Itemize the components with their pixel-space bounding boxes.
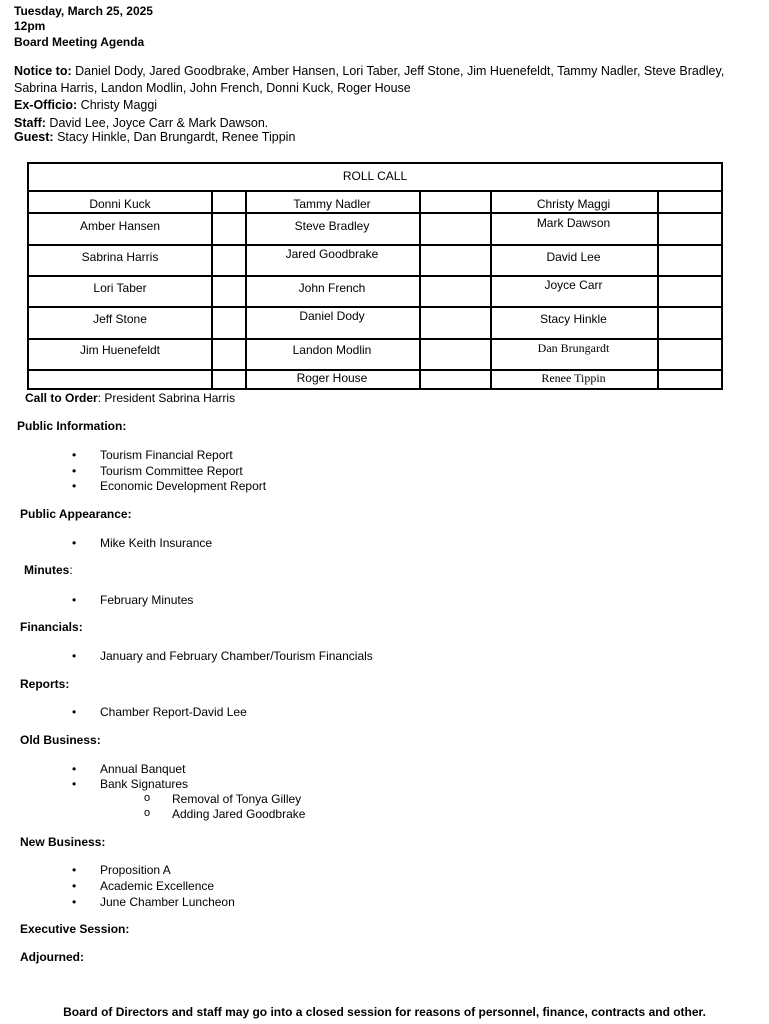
table-divider xyxy=(29,338,721,340)
section-title: Adjourned: xyxy=(20,950,84,964)
call-to-order-label: Call to Order xyxy=(25,391,98,405)
list-item-label: Tourism Committee Report xyxy=(100,464,243,478)
staff-line xyxy=(14,116,268,130)
sub-list-item xyxy=(144,807,306,821)
call-to-order xyxy=(25,391,235,405)
list-item xyxy=(72,777,189,791)
list-item-label: Adding Jared Goodbrake xyxy=(172,807,306,821)
table-divider xyxy=(29,244,721,246)
exofficio-value: Christy Maggi xyxy=(77,98,158,112)
exofficio-label: Ex-Officio: xyxy=(14,98,78,112)
section-title: Old Business: xyxy=(20,733,101,747)
bullet-icon: • xyxy=(72,448,77,462)
roll-name: Landon Modlin xyxy=(292,343,372,357)
table-divider xyxy=(657,192,659,388)
table-divider xyxy=(211,192,213,388)
roll-name: Joyce Carr xyxy=(544,278,603,292)
roll-call-table xyxy=(27,162,723,390)
guest-value: Stacy Hinkle, Dan Brungardt, Renee Tippin xyxy=(53,130,296,144)
notice-line xyxy=(14,64,724,78)
bullet-icon: • xyxy=(72,464,77,478)
list-item xyxy=(72,863,171,877)
section-title: Reports: xyxy=(20,677,70,691)
list-item xyxy=(72,464,243,478)
notice-label: Notice to: xyxy=(14,64,72,78)
section-title: Executive Session: xyxy=(20,922,130,936)
section-title: New Business: xyxy=(20,835,106,849)
roll-name: Stacy Hinkle xyxy=(540,312,607,326)
exofficio-line xyxy=(14,98,157,112)
notice-names-1: Daniel Dody, Jared Goodbrake, Amber Hansen, Lori Taber, Jeff Stone, Jim Huenefeldt, Tammy Nadler, Steve Bradley, xyxy=(71,64,725,78)
list-item-label: Annual Banquet xyxy=(100,762,186,776)
list-item xyxy=(72,762,186,776)
list-item xyxy=(72,448,233,462)
roll-name: Jim Huenefeldt xyxy=(79,343,161,357)
list-item xyxy=(72,593,194,607)
list-item-label: January and February Chamber/Tourism Financials xyxy=(100,649,373,663)
bullet-icon: • xyxy=(72,593,77,607)
meeting-date: Tuesday, March 25, 2025 xyxy=(14,4,153,18)
circle-bullet-icon: o xyxy=(144,807,151,819)
table-divider xyxy=(419,192,421,388)
roll-name: David Lee xyxy=(546,250,601,264)
list-item-label: Academic Excellence xyxy=(100,879,215,893)
roll-name: John French xyxy=(298,281,366,295)
roll-call-title: ROLL CALL xyxy=(29,164,721,192)
bullet-icon: • xyxy=(72,863,77,877)
section-title: Financials: xyxy=(20,620,83,634)
roll-name: Roger House xyxy=(296,371,368,385)
footer-note: Board of Directors and staff may go into a closed session for reasons of personnel, finance, contracts and other. xyxy=(63,1005,706,1019)
roll-name: Sabrina Harris xyxy=(81,250,159,264)
section-title-suffix: : xyxy=(69,563,73,577)
guest-label: Guest: xyxy=(14,130,54,144)
list-item xyxy=(72,649,373,663)
list-item-label: Bank Signatures xyxy=(100,777,189,791)
list-item-label: Economic Development Report xyxy=(100,479,267,493)
roll-name: Steve Bradley xyxy=(294,219,370,233)
bullet-icon: • xyxy=(72,705,77,719)
call-to-order-value: : President Sabrina Harris xyxy=(97,391,236,405)
bullet-icon: • xyxy=(72,895,77,909)
list-item xyxy=(72,879,215,893)
roll-name: Daniel Dody xyxy=(299,309,365,323)
roll-name: Dan Brungardt xyxy=(537,341,610,355)
table-divider xyxy=(29,212,721,214)
section-title: Public Information: xyxy=(17,419,127,433)
staff-value: David Lee, Joyce Carr & Mark Dawson. xyxy=(45,116,269,130)
roll-name: Jeff Stone xyxy=(93,312,147,326)
section-title-minutes xyxy=(24,563,73,577)
list-item-label: Tourism Financial Report xyxy=(100,448,233,462)
roll-name: Tammy Nadler xyxy=(293,197,371,211)
roll-name: Mark Dawson xyxy=(536,216,611,230)
bullet-icon: • xyxy=(72,649,77,663)
section-title: Public Appearance: xyxy=(20,507,132,521)
list-item xyxy=(72,479,267,493)
list-item-label: Chamber Report-David Lee xyxy=(100,705,247,719)
list-item xyxy=(72,895,235,909)
section-title: Minutes xyxy=(24,563,70,577)
roll-name: Renee Tippin xyxy=(541,371,606,385)
roll-name: Christy Maggi xyxy=(536,197,611,211)
roll-name: Amber Hansen xyxy=(79,219,161,233)
bullet-icon: • xyxy=(72,879,77,893)
list-item xyxy=(72,536,213,550)
list-item xyxy=(72,705,247,719)
bullet-icon: • xyxy=(72,479,77,493)
roll-name: Lori Taber xyxy=(93,281,147,295)
notice-names-2: Sabrina Harris, Landon Modlin, John French, Donni Kuck, Roger House xyxy=(14,81,411,95)
roll-name: Jared Goodbrake xyxy=(285,247,379,261)
sub-list-item xyxy=(144,792,302,806)
table-divider xyxy=(29,306,721,308)
circle-bullet-icon: o xyxy=(144,792,151,804)
roll-name: Donni Kuck xyxy=(89,197,151,211)
list-item-label: February Minutes xyxy=(100,593,194,607)
guest-line xyxy=(14,130,295,144)
list-item-label: Proposition A xyxy=(100,863,171,877)
list-item-label: Removal of Tonya Gilley xyxy=(172,792,302,806)
bullet-icon: • xyxy=(72,536,77,550)
page-title: Board Meeting Agenda xyxy=(14,35,145,49)
table-divider xyxy=(29,275,721,277)
bullet-icon: • xyxy=(72,762,77,776)
list-item-label: Mike Keith Insurance xyxy=(100,536,213,550)
staff-label: Staff: xyxy=(14,116,46,130)
bullet-icon: • xyxy=(72,777,77,791)
list-item-label: June Chamber Luncheon xyxy=(100,895,235,909)
meeting-time: 12pm xyxy=(14,19,46,33)
